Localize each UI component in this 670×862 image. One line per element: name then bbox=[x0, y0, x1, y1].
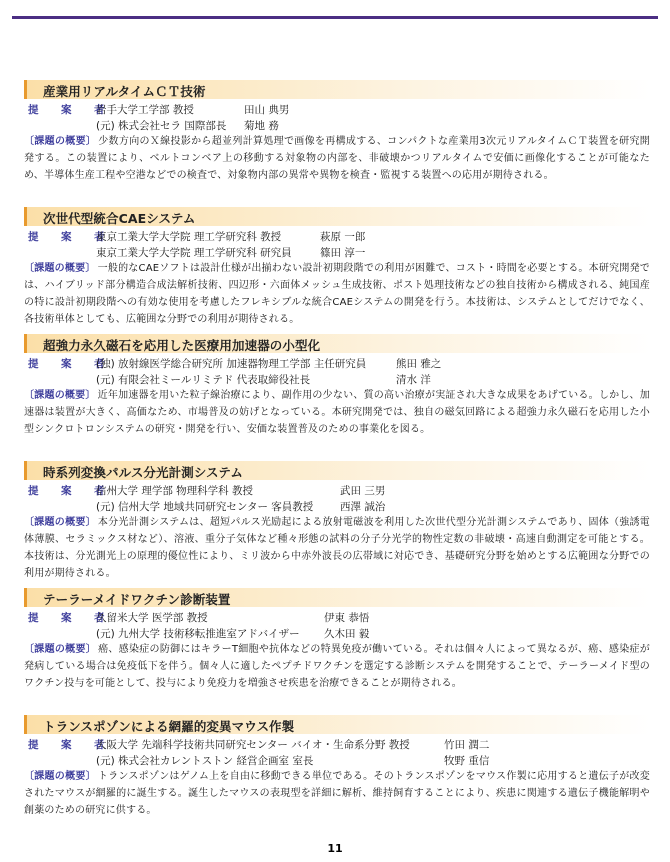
summary-text: 本分光計測システムは、超短パルス光励起による放射電磁波を利用した次世代型分光計測システムであり、固体（強誘電体薄膜、セラミックス材など）、溶液、重分子気体など種々形態の試料の分子分光学的物性定数の非破壊・高速自動測定を可能とする。本技術は、分光測光上の原理的優位性により、ミリ波から中赤外波長の広帯域に対応でき、基礎研究分野を始めとする広範囲な分野での利用が期待される。 bbox=[24, 517, 651, 579]
proposer-affiliation: (元) 株式会社カレントストン 経営企画室 室長 bbox=[96, 755, 314, 767]
summary-label: 〔課題の概要〕 bbox=[24, 517, 96, 528]
proposer-affiliation: (元) 九州大学 技術移転推進室アドバイザー bbox=[96, 628, 300, 640]
proposer-row bbox=[24, 752, 650, 768]
summary-paragraph bbox=[24, 133, 650, 184]
proposer-name: 武田 三男 bbox=[340, 485, 386, 497]
proposer-name: 熊田 雅之 bbox=[396, 358, 442, 370]
proposer-name: 清水 洋 bbox=[396, 374, 431, 386]
summary-label: 〔課題の概要〕 bbox=[24, 771, 96, 782]
section-title-bar bbox=[24, 715, 650, 734]
proposer-label: 提 案 者 bbox=[28, 612, 111, 624]
summary-label: 〔課題の概要〕 bbox=[24, 136, 97, 147]
proposer-name: 牧野 重信 bbox=[444, 755, 490, 767]
proposer-affiliation: (元) 株式会社セラ 国際部長 bbox=[96, 120, 227, 132]
proposer-name: 田山 典男 bbox=[244, 104, 290, 116]
proposer-row bbox=[24, 244, 650, 260]
proposer-affiliation: (独) 放射線医学総合研究所 加速器物理工学部 主任研究員 bbox=[96, 358, 367, 370]
proposer-affiliation: 岩手大学工学部 教授 bbox=[96, 104, 194, 116]
summary-text: 一般的なCAEソフトは設計仕様が出揃わない設計初期段階での利用が困難で、コスト・時間を必要とする。本研究開発では、ハイブリッド部分構造合成法解析技術、四辺形・六面体メッシュ生成技術、ポスト処理技術などの独自技術から構成される、純国産の特に設計初期段階への有効な使用を考慮したフレキシブルな統合CAEシステムの開発を行う。本技術は、システムとしてだけでなく、各技術単体としても、広範囲な分野での利用が期待される。 bbox=[24, 263, 650, 325]
project-section bbox=[24, 207, 650, 334]
summary-text: 癌、感染症の防御にはキラーT細胞や抗体などの特異免疫が働いている。それは個々人によって異なるが、癌、感染症が発病している場合は免疫低下を伴う。個々人に適したペプチドワクチンを選定する診断システムを開発することで、テーラーメイド型のワクチン投与を可能として、投与により免疫力を増強させ疾患を治療できることが期待される。 bbox=[24, 644, 650, 689]
proposer-row bbox=[24, 482, 650, 498]
summary-label: 〔課題の概要〕 bbox=[24, 644, 97, 655]
proposer-name: 萩原 一郎 bbox=[320, 231, 366, 243]
section-title: 時系列変換パルス分光計測システム bbox=[43, 465, 243, 480]
section-title: 超強力永久磁石を応用した医療用加速器の小型化 bbox=[43, 338, 321, 353]
section-title: トランスポゾンによる網羅的変異マウス作製 bbox=[43, 719, 295, 734]
proposer-row bbox=[24, 625, 650, 641]
proposer-affiliation: (元) 信州大学 地域共同研究センター 客員教授 bbox=[96, 501, 314, 513]
section-title-bar bbox=[24, 207, 650, 226]
project-section bbox=[24, 80, 650, 207]
proposer-row bbox=[24, 101, 650, 117]
section-title-bar bbox=[24, 588, 650, 607]
proposer-name: 菊地 務 bbox=[244, 120, 279, 132]
proposer-block bbox=[24, 355, 650, 387]
summary-label: 〔課題の概要〕 bbox=[24, 263, 96, 274]
summary-text: 少数方向のＸ線投影から超並列計算処理で画像を再構成する、コンパクトな産業用3次元リアルタイムＣＴ装置を研究開発する。この装置により、ベルトコンベア上の移動する対象物の内部を、非破壊かつリアルタイムで安価に画像化することが可能なため、半導体生産工程や空港などでの検査で、対象物内部の異常や異物を検査・監視する装置への応用が期待される。 bbox=[24, 136, 650, 181]
proposer-label: 提 案 者 bbox=[28, 231, 111, 243]
proposer-affiliation: 大阪大学 先端科学技術共同研究センター バイオ・生命系分野 教授 bbox=[96, 739, 410, 751]
section-title: テーラーメイドワクチン診断装置 bbox=[43, 592, 231, 607]
proposer-block bbox=[24, 609, 650, 641]
proposer-affiliation: (元) 有限会社ミールリミテド 代表取締役社長 bbox=[96, 374, 311, 386]
proposer-name: 西澤 誠治 bbox=[340, 501, 386, 513]
proposer-affiliation: 久留米大学 医学部 教授 bbox=[96, 612, 208, 624]
proposer-label: 提 案 者 bbox=[28, 104, 111, 116]
proposer-row bbox=[24, 736, 650, 752]
proposer-name: 久木田 毅 bbox=[324, 628, 370, 640]
project-section bbox=[24, 461, 650, 588]
proposer-affiliation: 東京工業大学大学院 理工学研究科 教授 bbox=[96, 231, 282, 243]
top-rule bbox=[12, 16, 658, 19]
proposer-row bbox=[24, 609, 650, 625]
proposer-row bbox=[24, 355, 650, 371]
proposer-label: 提 案 者 bbox=[28, 739, 111, 751]
proposer-block bbox=[24, 736, 650, 768]
project-section bbox=[24, 588, 650, 715]
summary-paragraph bbox=[24, 260, 650, 328]
proposer-affiliation: 信州大学 理学部 物理科学科 教授 bbox=[96, 485, 254, 497]
proposer-block bbox=[24, 101, 650, 133]
summary-paragraph bbox=[24, 514, 650, 582]
section-title-bar bbox=[24, 334, 650, 353]
page-number: 11 bbox=[327, 842, 343, 855]
proposer-block bbox=[24, 228, 650, 260]
project-section bbox=[24, 334, 650, 461]
proposer-row bbox=[24, 228, 650, 244]
summary-paragraph bbox=[24, 641, 650, 692]
summary-text: 近年加速器を用いた粒子線治療により、副作用の少ない、質の高い治療が実証され大きな成果をあげている。しかし、加速器は装置が大きく、高価なため、市場普及の妨げとなっている。本研究開発では、独自の磁気回路による超強力永久磁石を応用した小型シンクロトロンシステムの研究・開発を行い、安価な装置普及のための事業化を図る。 bbox=[24, 390, 650, 435]
proposer-block bbox=[24, 482, 650, 514]
project-section bbox=[24, 715, 650, 842]
proposer-label: 提 案 者 bbox=[28, 358, 111, 370]
proposer-name: 篠田 淳一 bbox=[320, 247, 366, 259]
proposer-row bbox=[24, 371, 650, 387]
section-title-bar bbox=[24, 461, 650, 480]
proposer-label: 提 案 者 bbox=[28, 485, 111, 497]
project-list bbox=[24, 80, 650, 842]
summary-paragraph bbox=[24, 387, 650, 438]
summary-label: 〔課題の概要〕 bbox=[24, 390, 96, 401]
proposer-name: 竹田 潤二 bbox=[444, 739, 490, 751]
proposer-row bbox=[24, 117, 650, 133]
section-title: 産業用リアルタイムＣＴ技術 bbox=[43, 84, 206, 99]
proposer-affiliation: 東京工業大学大学院 理工学研究科 研究員 bbox=[96, 247, 292, 259]
summary-paragraph bbox=[24, 768, 650, 819]
proposer-row bbox=[24, 498, 650, 514]
summary-text: トランスポゾンはゲノム上を自由に移動できる単位である。そのトランスポゾンをマウス作製に応用すると遺伝子が改変されたマウスが網羅的に誕生する。誕生したマウスの表現型を詳細に解析、維持飼育することにより、疾患に関連する遺伝子機能解明や創薬のための研究に供する。 bbox=[24, 771, 651, 816]
proposer-name: 伊東 恭悟 bbox=[324, 612, 370, 624]
section-title: 次世代型統合CAEシステム bbox=[43, 211, 196, 226]
section-title-bar bbox=[24, 80, 650, 99]
